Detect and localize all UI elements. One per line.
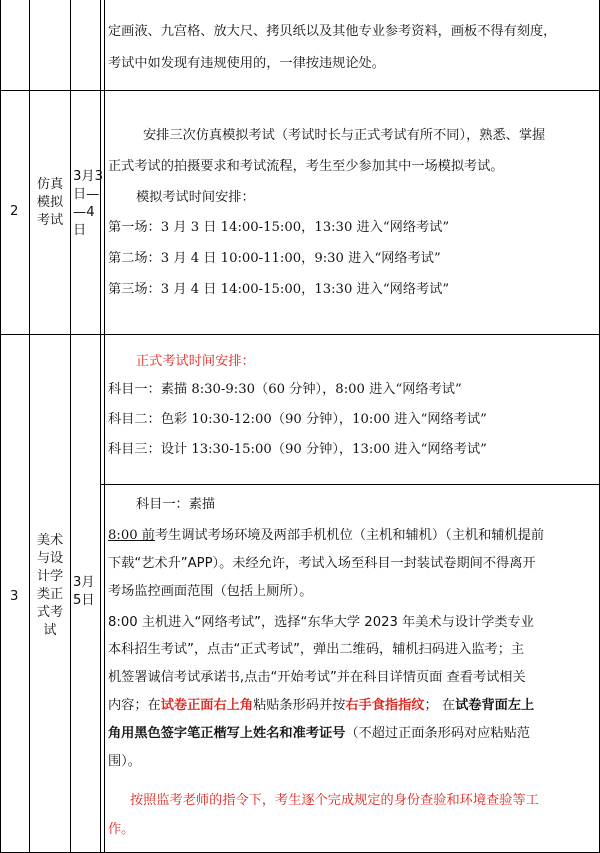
- procedure-line: 8:00 前考生调试考场环境及两部手机机位（主机和辅机）（主机和辅机提前: [108, 528, 545, 543]
- item-name: 美术 与设 计学 类正 式考 试: [36, 533, 64, 638]
- formal-subject: 科目三：设计 13:30-15:00（90 分钟），13:00 进入“网络考试”: [108, 442, 487, 457]
- formal-subject: 科目一：素描 8:30-9:30（60 分钟），8:00 进入“网络考试”: [108, 382, 462, 397]
- rules-line: 定画液、九宫格、放大尺、拷贝纸以及其他专业参考资料，画板不得有刻度，: [108, 24, 557, 39]
- date-cell: 3月3 日— —4 日: [73, 169, 103, 238]
- procedure-line: 机签署诚信考试承诺书,点击“开始考试”并在科目详情页面 查看考试相关: [108, 670, 526, 685]
- row-number: 3: [10, 589, 19, 604]
- date-cell: 3月 5日: [73, 575, 95, 608]
- cell-border: [100, 484, 600, 485]
- row-number: 2: [10, 204, 19, 219]
- mock-intro-line: 正式考试的拍摄要求和考试流程，考生至少参加其中一场模拟考试。: [108, 159, 504, 174]
- procedure-line: 角用黑色签字笔正楷写上姓名和准考证号（不超过正面条形码对应粘贴范: [108, 726, 530, 741]
- procedure-line: 内容；在试卷正面右上角粘贴条形码并按右手食指指纹； 在试卷背面左上: [108, 698, 535, 713]
- mock-session: 第三场：3 月 4 日 14:00-15:00，13:30 进入“网络考试”: [108, 282, 450, 297]
- procedure-line: 围）。: [108, 754, 141, 769]
- rules-line: 考试中如发现有违规使用的，一律按违规论处。: [108, 56, 385, 71]
- formal-schedule-title: 正式考试时间安排：: [136, 354, 255, 369]
- procedure-line: 下载“艺术升”APP）。未经允许，考试入场至科目一封装试卷期间不得离开: [108, 556, 536, 571]
- procedure-line: 考场监控画面范围（包括上厕所）。: [108, 584, 313, 599]
- formal-subject: 科目二：色彩 10:30-12:00（90 分钟），10:00 进入“网络考试”: [108, 412, 487, 427]
- subject-title: 科目一：素描: [136, 497, 216, 512]
- column-border: [100, 0, 101, 853]
- procedure-line: 本科招生考试”，点击“正式考试”，弹出二维码，辅机扫码进入监考；主: [108, 642, 525, 657]
- mock-session: 第一场：3 月 3 日 14:00-15:00，13:30 进入“网络考试”: [108, 220, 450, 235]
- mock-session: 第二场：3 月 4 日 10:00-11:00，9:30 进入“网络考试”: [108, 251, 441, 266]
- mock-schedule-title: 模拟考试时间安排：: [136, 190, 255, 205]
- row-border: [0, 334, 600, 335]
- table-left-border: [0, 0, 1, 853]
- procedure-line: 8:00 主机进入“网络考试”，选择“东华大学 2023 年美术与设计学类专业: [108, 615, 534, 630]
- procedure-line: 作。: [108, 822, 135, 837]
- item-name: 仿真 模拟 考试: [36, 177, 64, 228]
- column-border: [29, 0, 30, 853]
- row-border: [0, 90, 600, 91]
- column-border: [70, 0, 71, 853]
- mock-intro-line: 安排三次仿真模拟考试（考试时长与正式考试有所不同），熟悉、掌握: [143, 128, 546, 143]
- column-border: [104, 0, 105, 853]
- procedure-line: 按照监考老师的指令下，考生逐个完成规定的身份查验和环境查验等工: [130, 793, 539, 808]
